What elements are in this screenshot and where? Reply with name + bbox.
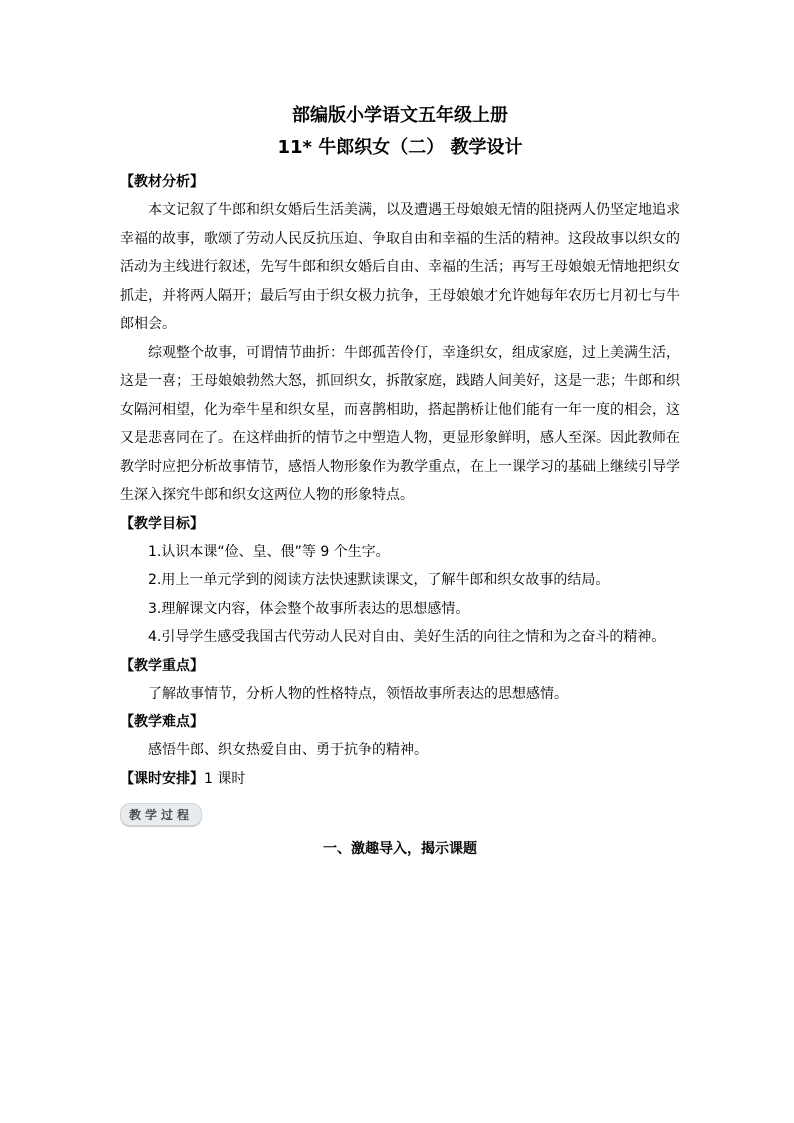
document-title: 部编版小学语文五年级上册 [292, 105, 508, 126]
key-points-text: 了解故事情节，分析人物的性格特点，领悟故事所表达的思想感情。 [148, 685, 568, 702]
objective-item-2: 2.用上一单元学到的阅读方法快速默读课文，了解牛郎和织女故事的结局。 [148, 572, 610, 588]
analysis-paragraph-1: 本文记叙了牛郎和织女婚后生活美满，以及遭遇王母娘娘无情的阻挠两人仍坚定地追求幸福的故事，歌颂了劳动人民反抗压迫、争取自由和幸福的生活的精神。这段故事以织女的活动为主线进行叙述，先写牛郎和织女婚后自由、幸福的生活；再写王母娘娘无情地把织女抓走，并将两人隔开；最后写由于织女极力抗争，王母娘娘才允许她每年农历七月初七与牛郎相会。 [120, 202, 680, 332]
schedule-text: 1 课时 [204, 770, 246, 787]
process-badge: 教学过程 [120, 803, 202, 826]
process-badge-row [120, 803, 680, 825]
section-heading-schedule: 【课时安排】 [120, 770, 204, 787]
objective-item-4: 4.引导学生感受我国古代劳动人民对自由、美好生活的向往之情和为之奋斗的精神。 [148, 629, 666, 645]
analysis-paragraph-2: 综观整个故事，可谓情节曲折：牛郎孤苦伶仃，幸逢织女，组成家庭，过上美满生活，这是一喜；王母娘娘勃然大怒，抓回织女，拆散家庭，践踏人间美好，这是一悲；牛郎和织女隔河相望，化为牵牛星和织女星，而喜鹊相助，搭起鹊桥让他们能有一年一度的相会，这又是悲喜同在了。在这样曲折的情节之中塑造人物，更显形象鲜明，感人至深。因此教师在教学时应把分析故事情节，感悟人物形象作为教学重点，在上一课学习的基础上继续引导学生深入探究牛郎和织女这两位人物的形象特点。 [120, 344, 680, 503]
schedule-line [120, 765, 680, 794]
section-heading-key-points: 【教学重点】 [120, 657, 204, 674]
objective-item-1: 1.认识本课“俭、皇、偎”等 9 个生字。 [148, 543, 390, 560]
section-heading-difficulties: 【教学难点】 [120, 714, 204, 730]
section-heading-textbook-analysis: 【教材分析】 [120, 174, 204, 190]
difficulties-text: 感悟牛郎、织女热爱自由、勇于抗争的精神。 [148, 742, 428, 758]
document-body [120, 100, 680, 863]
section-heading-objectives: 【教学目标】 [120, 515, 204, 532]
objective-item-3: 3.理解课文内容，体会整个故事所表达的思想感情。 [148, 600, 470, 617]
process-section-heading-1: 一、激趣导入，揭示课题 [323, 841, 477, 857]
lesson-title: 11* 牛郎织女（二） 教学设计 [277, 137, 523, 158]
